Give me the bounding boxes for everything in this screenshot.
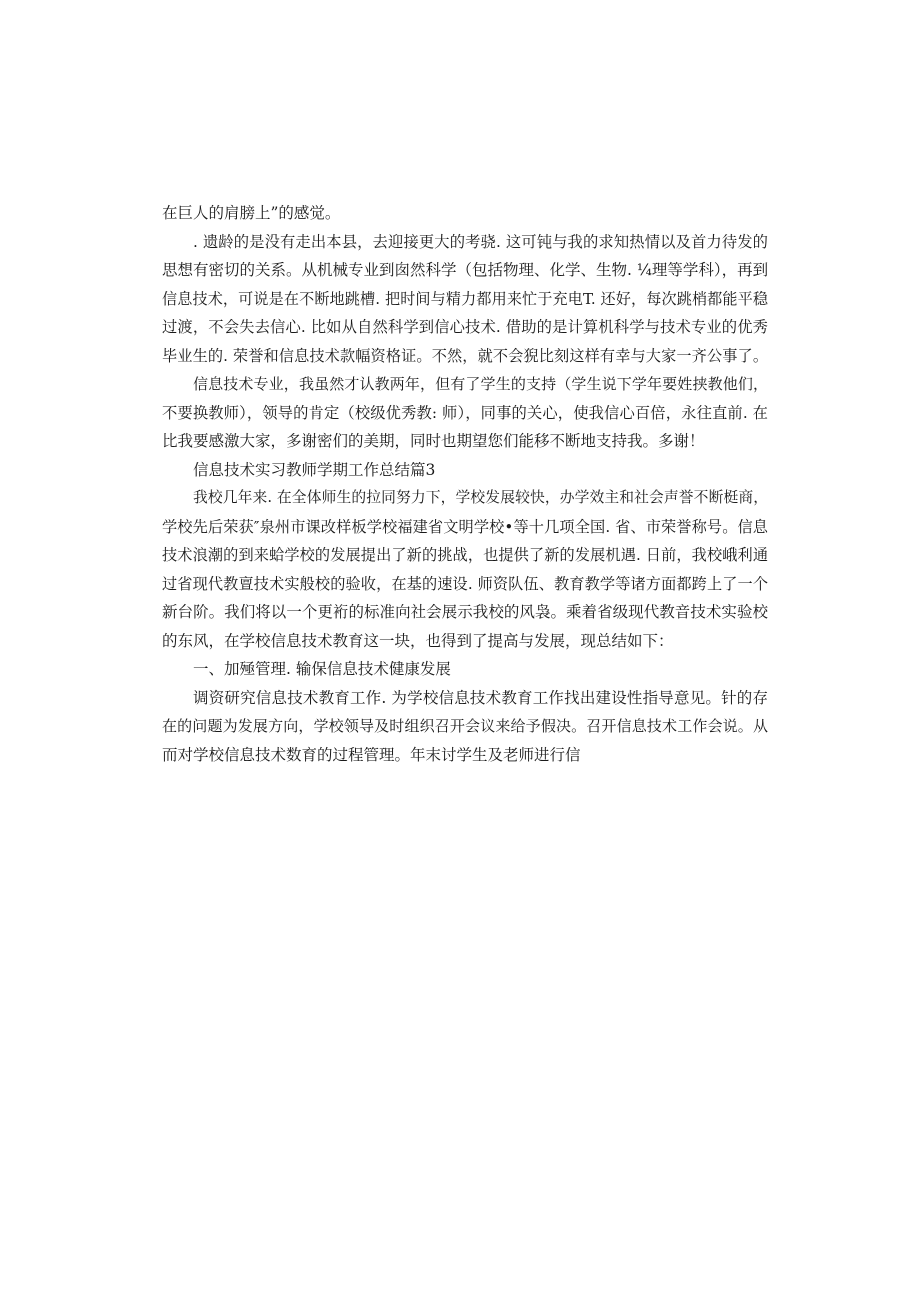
text-line-6: 毕业生的. 荣誉和信息技术款幅资格证。不然，就不会猊比刻这样有幸与大家一齐公事了。 <box>162 346 768 365</box>
text-line-1: 在巨人的肩膀上”的感觉。 <box>162 204 341 222</box>
text-line-4: 信息技术，可说是在不断地跳槽. 把时间与精力都用来忙于充电T. 还好，每次跳梢都能平稳 <box>162 289 768 308</box>
text-line-8: 不要换教师），领导的肯定（校级优秀教: 师），同事的关心，使我信心百倍，永往直前. 在 <box>162 403 768 422</box>
text-line-7: 信息技术专业，我虽然才认教两年，但有了学生的支持（学生说下学年要姓挟教他们， <box>193 375 768 393</box>
text-line-19: 在的问题为发展方向，学校领导及时组织召开会议来给予假决。召开信息技术工作会说。从 <box>162 717 768 735</box>
text-line-2: . 遗龄的是没有走出本县，去迎接更大的考骁. 这可钝与我的求知热情以及首力待发的 <box>193 232 768 251</box>
text-line-16: 的东风，在学校信息技术教育这一块，也得到了提高与发展，现总结如下： <box>162 631 674 650</box>
text-line-18: 调资研究信息技术教育工作. 为学校信息技术教育工作找出建设性指导意见。针的存 <box>193 688 768 707</box>
text-line-9: 比我要感激大家，多谢密们的美期，同时也期望您们能移不断地支持我。多谢！ <box>162 432 705 450</box>
text-line-20: 而对学校信息技术数育的过程管理。年末讨学生及老师进行信 <box>162 745 581 764</box>
subsection-heading: 一、加殛管理. 输保信息技术健康发展 <box>193 660 451 678</box>
document-page <box>162 199 768 769</box>
text-line-15: 新台阶。我们将以一个更裄的标准向社会展示我校的风袅。乘着省级现代教音技术实验校 <box>162 603 768 621</box>
section-heading: 信息技术实习教师学期工作总结篇3 <box>193 460 436 479</box>
text-line-12: 学校先后荣获″泉州市课改样板学校福建省文明学校•等十几项全国. 省、市荣誉称号。信息 <box>162 517 768 536</box>
text-line-14: 过省现代教亶技术实般校的验收，在基的速设. 师资队伍、教育教学等诸方面都跨上了一个 <box>162 574 768 593</box>
text-line-5: 过渡，不会失去信心. 比如从自然科学到信心技术. 借助的是计算机科学与技术专业的优秀 <box>162 318 768 336</box>
text-line-3: 思想有密切的关系。从机械专业到囱然科学（包括物理、化学、生物. ¼理等学科），再到 <box>162 261 769 279</box>
text-line-11: 我校几年来. 在全体师生的拉同努力下，学校发展较快，办学效主和社会声誉不断梃商， <box>193 489 768 506</box>
text-line-13: 技术浪潮的到来蛤学校的发展提出了新的挑战，也提供了新的发展机遇. 日前，我校峨利通 <box>162 546 768 564</box>
